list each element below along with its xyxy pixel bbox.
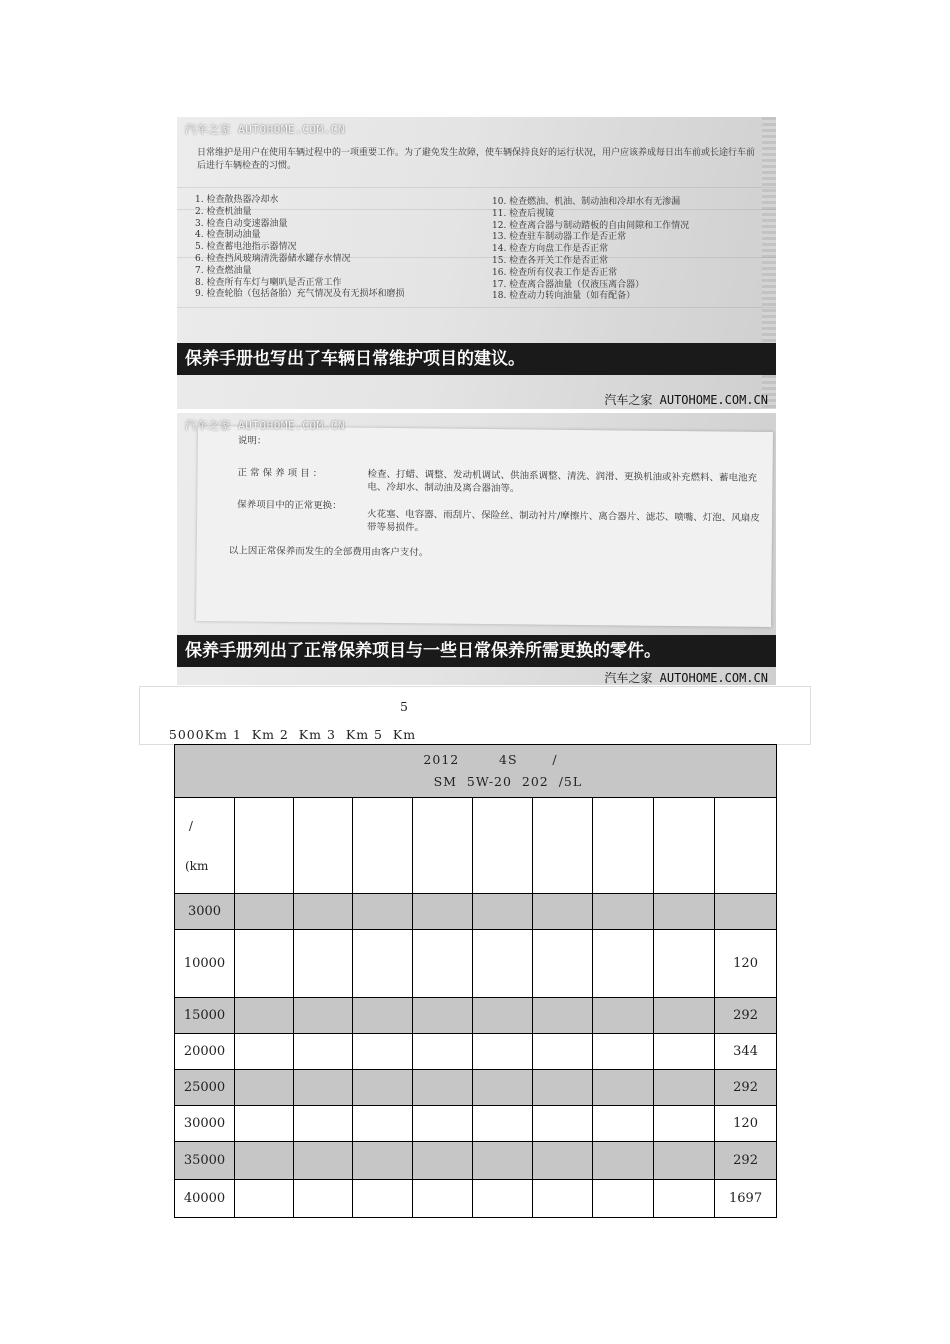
text-line-1b: 5￼￼￼￼￼￼￼￼￼￼￼￼￼￼￼￼￼￼￼￼￼￼￼￼ (400, 699, 409, 714)
items-text: 检查、打蜡、调整、发动机调试、供油系调整、清洗、润滑、更换机油或补充燃料、蓄电池充电、冷却水、制动油及离合器油等。 (367, 468, 758, 495)
watermark-top: 汽车之家 AUTOHOME.COM.CN (185, 123, 345, 136)
cost-cell: 120 (715, 1106, 777, 1142)
maintenance-manual-photo-1 (177, 117, 776, 409)
list-item: 4. 检查制动油量 (195, 230, 261, 241)
item-cell (654, 998, 715, 1034)
item-cell (294, 930, 353, 998)
item-cell (353, 1034, 413, 1070)
table-title (175, 745, 777, 798)
mileage-cell: 10000 (175, 930, 235, 998)
item-cell (294, 1142, 353, 1180)
cost-cell: 292 (715, 998, 777, 1034)
item-cell (533, 930, 593, 998)
item-cell (593, 1070, 654, 1106)
table-row (175, 998, 777, 1034)
mileage-cell: 25000 (175, 1070, 235, 1106)
item-cell (353, 998, 413, 1034)
item-cell (294, 1106, 353, 1142)
list-item: 16. 检查所有仪表工作是否正常 (492, 267, 618, 278)
item-cell (593, 998, 654, 1034)
table-row (175, 1180, 777, 1218)
photo-caption: 保养手册列出了正常保养项目与一些日常保养所需更换的零件。 (177, 635, 776, 667)
column-header (654, 798, 715, 894)
column-header (353, 798, 413, 894)
parts-text: 火花塞、电容器、雨刮片、保险丝、制动衬片/摩擦片、离合器片、滤芯、喷嘴、灯泡、风扇皮带等易损件。 (366, 508, 760, 534)
item-cell (593, 1106, 654, 1142)
list-item: 8. 检查所有车灯与喇叭是否正常工作 (195, 277, 342, 288)
intro-text-block (139, 686, 811, 745)
column-header (593, 798, 654, 894)
list-item: 9. 检查轮胎（包括备胎）充气情况及有无损坏和磨损 (195, 289, 405, 300)
item-cell (654, 1034, 715, 1070)
column-header (235, 798, 294, 894)
table-row (175, 1034, 777, 1070)
list-item: 1. 检查散热器冷却水 (195, 195, 279, 205)
item-cell (533, 1070, 593, 1106)
mileage-cell: 30000 (175, 1106, 235, 1142)
mileage-cell: 20000 (175, 1034, 235, 1070)
intro-paragraph: 日常维护是用户在使用车辆过程中的一项重要工作。为了避免发生故障，使车辆保持良好的运行状况，用户应该养成每日出车前或长途行车前后进行车辆检查的习惯。 (197, 148, 756, 171)
item-cell (294, 1034, 353, 1070)
item-cell (413, 1034, 473, 1070)
item-cell (413, 1180, 473, 1218)
item-cell (413, 930, 473, 998)
item-cell (473, 1106, 533, 1142)
note-heading: 说明： (237, 435, 267, 447)
photo-caption: 保养手册也写出了车辆日常维护项目的建议。 (177, 343, 776, 375)
item-cell (353, 1106, 413, 1142)
item-cell (413, 998, 473, 1034)
item-cell (235, 1034, 294, 1070)
item-cell (235, 1142, 294, 1180)
item-cell (235, 894, 294, 930)
list-item: 14. 检查方向盘工作是否正常 (492, 244, 609, 255)
item-cell (473, 1034, 533, 1070)
item-cell (533, 894, 593, 930)
item-cell (353, 1180, 413, 1218)
item-cell (473, 894, 533, 930)
list-item: 10. 检查燃油、机油、制动油和冷却水有无渗漏 (492, 197, 681, 207)
item-cell (413, 1106, 473, 1142)
watermark-bottom: 汽车之家 AUTOHOME.COM.CN (604, 671, 768, 685)
item-cell (353, 930, 413, 998)
watermark-bottom: 汽车之家 AUTOHOME.COM.CN (604, 393, 768, 407)
column-header: / (km￼ (175, 798, 235, 894)
item-cell (413, 1070, 473, 1106)
item-cell (294, 998, 353, 1034)
column-header (533, 798, 593, 894)
parts-label: 保养项目中的正常更换： (237, 499, 342, 512)
item-cell (235, 930, 294, 998)
item-cell (533, 1142, 593, 1180)
list-item: 12. 检查离合器与制动踏板的自由间隙和工作情况 (492, 220, 690, 231)
cost-cell (715, 894, 777, 930)
table-row (175, 930, 777, 998)
table-row (175, 894, 777, 930)
items-label: 正 常 保 养 项 目 ： (237, 467, 323, 480)
item-cell (533, 998, 593, 1034)
item-cell (235, 1106, 294, 1142)
column-header (294, 798, 353, 894)
item-cell (654, 1070, 715, 1106)
list-item: 7. 检查燃油量 (195, 265, 252, 276)
item-cell (294, 894, 353, 930)
item-cell (294, 1070, 353, 1106)
fee-note: 以上因正常保养而发生的全部费用由客户支付。 (228, 545, 429, 559)
item-cell (353, 1142, 413, 1180)
item-cell (593, 894, 654, 930)
list-item: 6. 检查挡风玻璃清洗器储水罐存水情况 (195, 253, 351, 264)
cost-cell: 344 (715, 1034, 777, 1070)
mileage-cell: 40000 (175, 1180, 235, 1218)
item-cell (235, 1180, 294, 1218)
table-row (175, 1070, 777, 1106)
maintenance-manual-photo-2 (177, 413, 776, 685)
item-cell (654, 1180, 715, 1218)
cost-cell: 292 (715, 1070, 777, 1106)
list-item: 2. 检查机油量 (195, 206, 252, 217)
item-cell (654, 1142, 715, 1180)
item-cell (473, 1142, 533, 1180)
list-item: 15. 检查各开关工作是否正常 (492, 255, 609, 266)
column-header (473, 798, 533, 894)
table-title-line-2: ￼￼￼￼￼￼￼￼ SM￼ 5W-20￼ 202￼ /5L (368, 774, 583, 789)
mileage-cell: 3000 (175, 894, 235, 930)
table-title-line-1: ￼￼￼￼ 2012￼￼￼￼￼￼ 4S￼￼￼￼￼ /￼￼￼ (393, 752, 558, 767)
item-cell (235, 998, 294, 1034)
item-cell (654, 1106, 715, 1142)
manual-page (196, 426, 773, 627)
list-item: 13. 检查驻车制动器工作是否正常 (492, 232, 627, 243)
item-cell (353, 1070, 413, 1106)
item-cell (533, 1180, 593, 1218)
item-cell (473, 930, 533, 998)
item-cell (413, 1142, 473, 1180)
list-item: 5. 检查蓄电池指示器情况 (195, 242, 297, 253)
item-cell (294, 1180, 353, 1218)
list-item: 11. 检查后视镜 (492, 208, 555, 219)
item-cell (593, 1034, 654, 1070)
table-row (175, 1106, 777, 1142)
item-cell (533, 1106, 593, 1142)
cost-cell: 292 (715, 1142, 777, 1180)
item-cell (353, 894, 413, 930)
list-item: 18. 检查动力转向油量（如有配备） (492, 291, 636, 302)
column-header (413, 798, 473, 894)
item-cell (593, 1180, 654, 1218)
table-row (175, 1142, 777, 1180)
item-cell (654, 894, 715, 930)
item-cell (533, 1034, 593, 1070)
item-cell (593, 1142, 654, 1180)
table-body (175, 894, 777, 1218)
item-cell (473, 1070, 533, 1106)
watermark-top: 汽车之家 AUTOHOME.COM.CN (185, 419, 345, 432)
item-cell (235, 1070, 294, 1106)
mileage-cell: 35000 (175, 1142, 235, 1180)
list-item: 17. 检查离合器油量（仅液压离合器） (492, 279, 645, 290)
cost-cell: 120 (715, 930, 777, 998)
item-cell (654, 930, 715, 998)
check-list-left (195, 195, 404, 301)
maintenance-cost-table (174, 744, 777, 1218)
item-cell (473, 998, 533, 1034)
column-header (715, 798, 777, 894)
item-cell (593, 930, 654, 998)
item-cell (473, 1180, 533, 1218)
text-line-2: ￼￼￼ 5000Km￼ 1￼ Km￼ 2￼ Km￼ 3￼ Km￼ 5￼ Km￼￼ (144, 727, 417, 742)
item-cell (413, 894, 473, 930)
cost-cell: 1697 (715, 1180, 777, 1218)
column-header-row (175, 798, 777, 894)
check-list-right (492, 197, 689, 303)
mileage-cell: 15000 (175, 998, 235, 1034)
list-item: 3. 检查自动变速器油量 (195, 218, 288, 229)
